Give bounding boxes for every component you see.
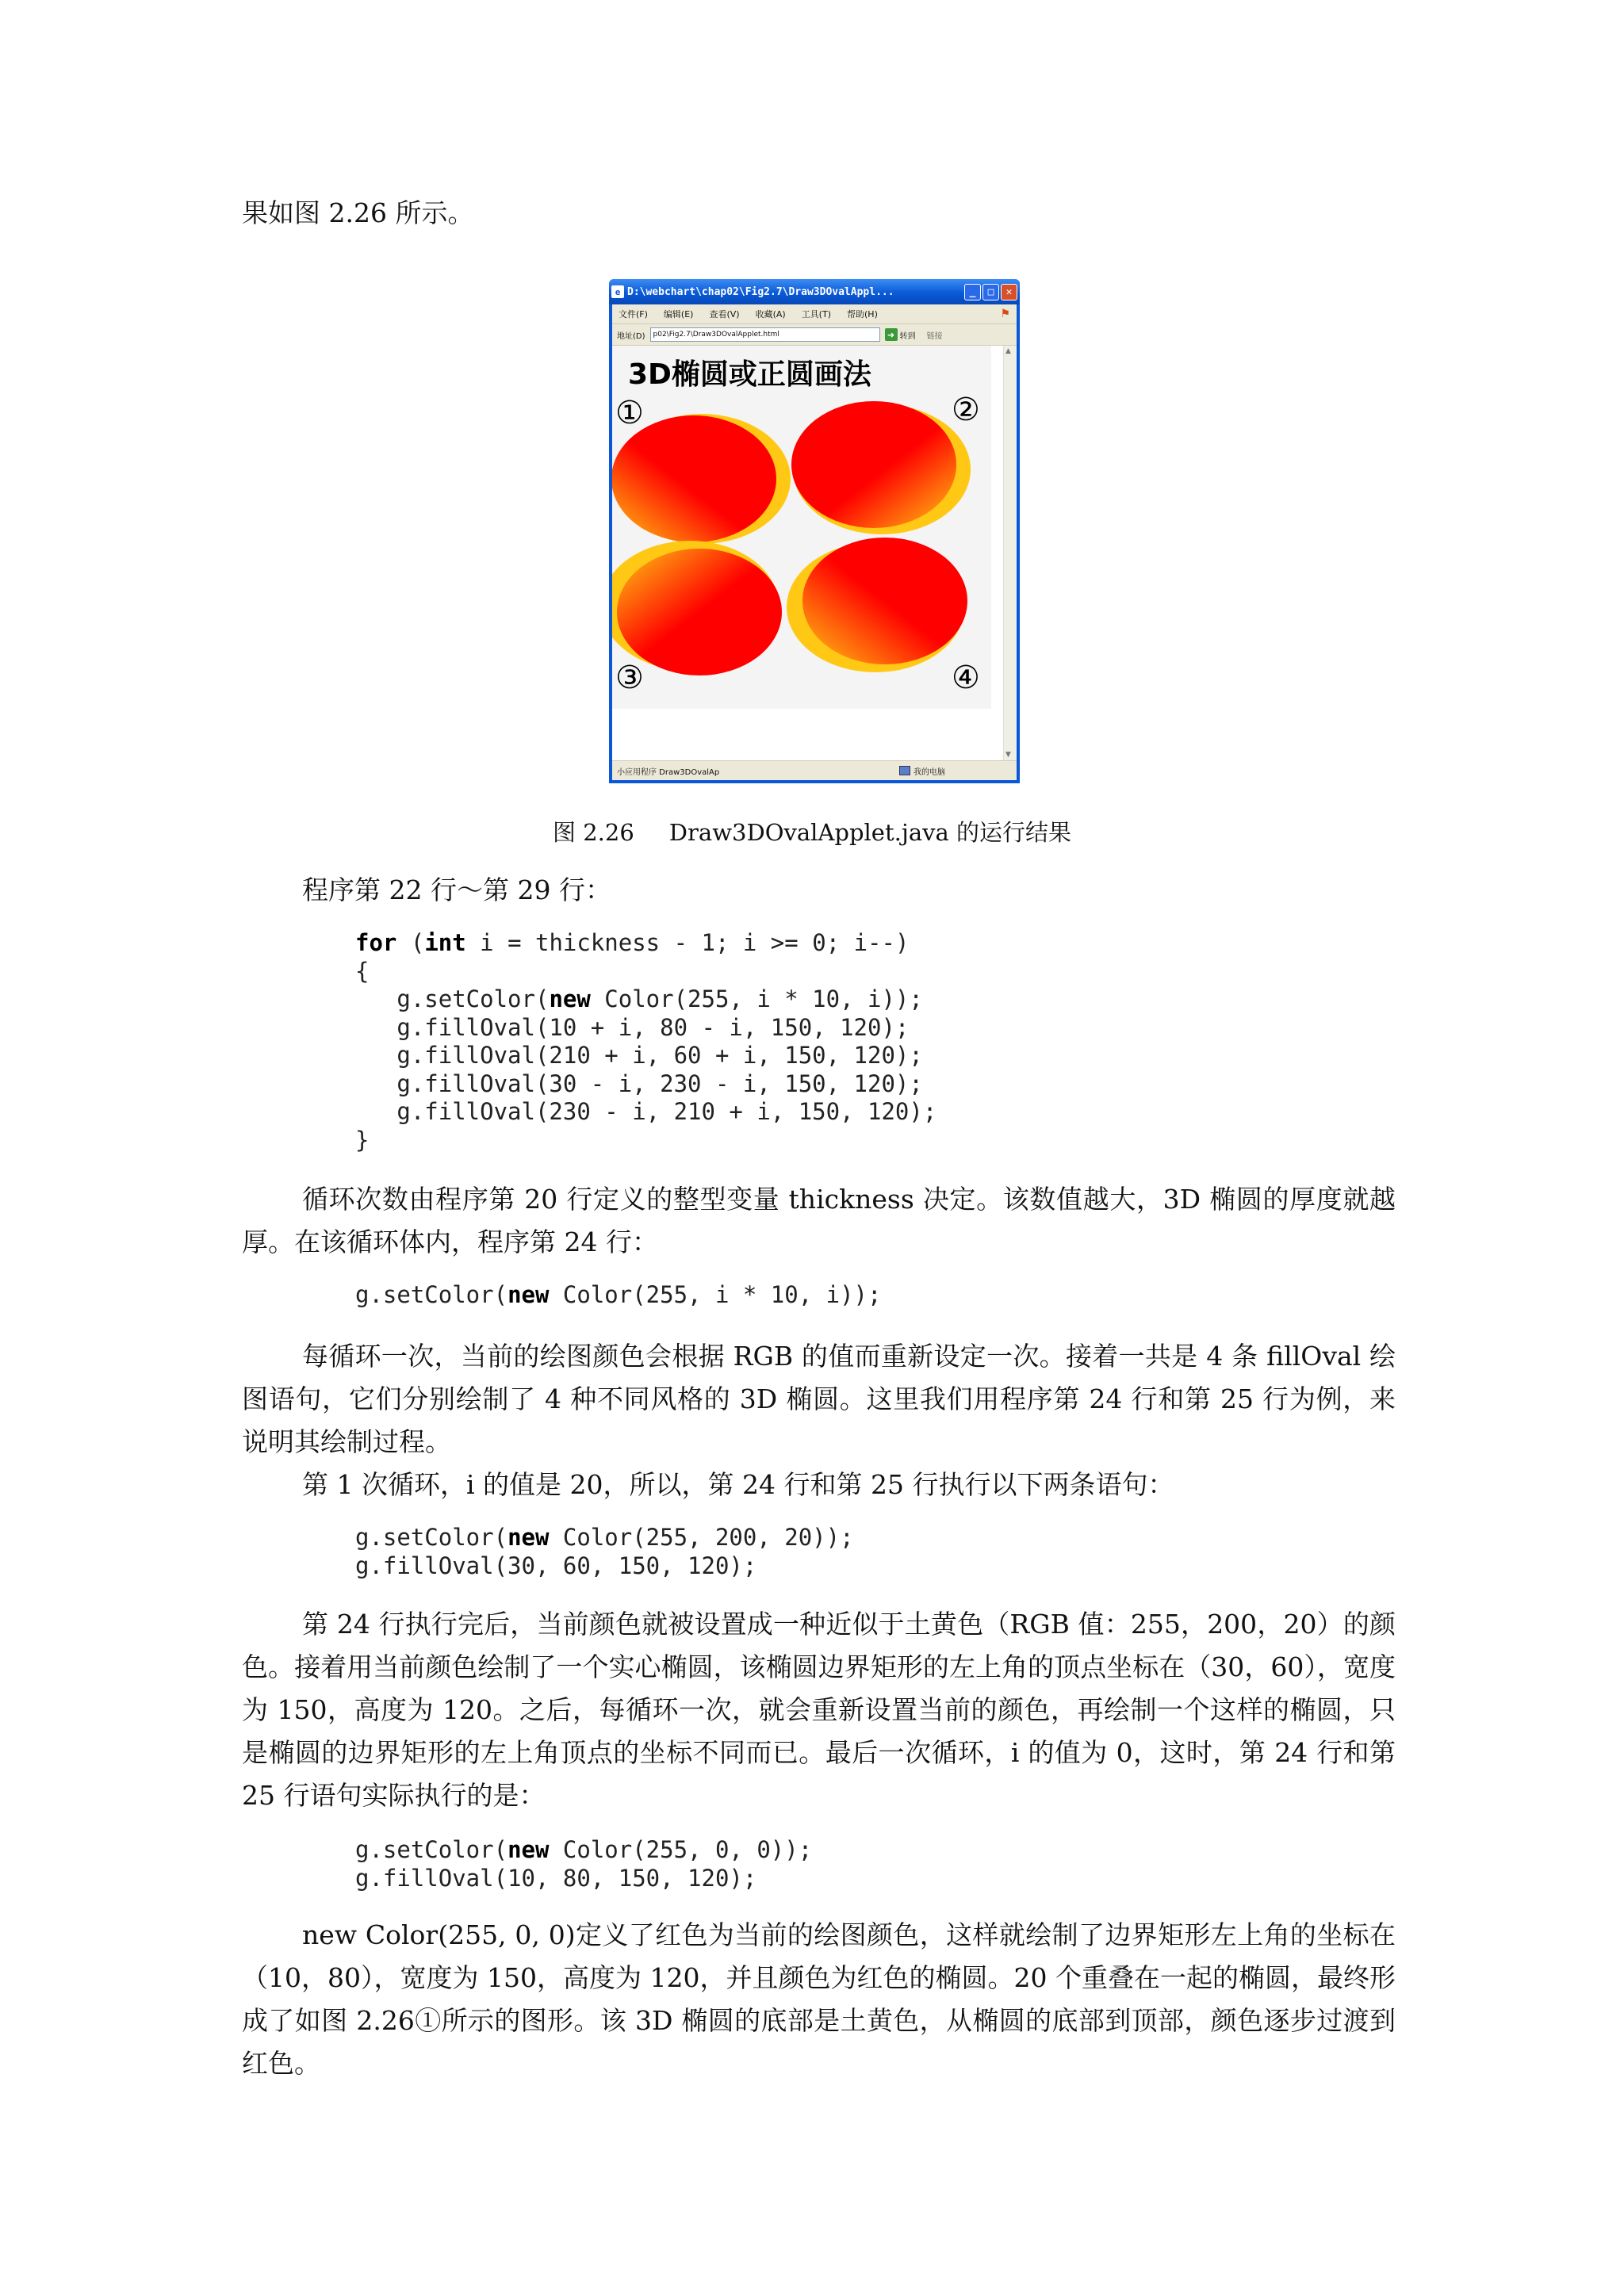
vertical-scrollbar[interactable]: [1003, 346, 1017, 760]
menu-edit[interactable]: 编辑(E): [663, 309, 694, 320]
page-content: [612, 346, 1017, 760]
code-line: [355, 958, 936, 986]
menu-bar: [612, 304, 1017, 324]
applet-title: 3D椭圆或正圆画法: [628, 358, 871, 391]
code-line: [355, 1281, 881, 1310]
code-text: g.fillOval(10, 80, 150, 120);: [355, 1864, 757, 1892]
code-keyword: new: [549, 985, 591, 1012]
code-text: (: [396, 929, 425, 956]
code-keyword: new: [508, 1524, 550, 1551]
paragraph-1: 程序第 22 行～第 29 行：: [302, 874, 611, 905]
marker-4: ④: [952, 660, 980, 696]
ie-icon: e: [611, 285, 624, 298]
code-line: [355, 985, 936, 1014]
status-zone-label: 我的电脑: [914, 767, 945, 777]
applet-drawing: [612, 346, 991, 709]
code-text: }: [355, 1126, 370, 1154]
code-text: g.fillOval(230 - i, 210 + i, 150, 120);: [355, 1098, 937, 1125]
code-text: g.fillOval(10 + i, 80 - i, 150, 120);: [355, 1013, 910, 1041]
code-text: g.fillOval(30, 60, 150, 120);: [355, 1552, 757, 1579]
code-text: g.setColor(: [355, 985, 550, 1012]
menu-file[interactable]: 文件(F): [619, 309, 648, 320]
intro-text: 果如图 2.26 所示。: [242, 197, 474, 228]
code-text: g.fillOval(30 - i, 230 - i, 150, 120);: [355, 1070, 923, 1097]
computer-icon: [899, 766, 910, 775]
code-text: {: [355, 957, 370, 985]
code-text: g.setColor(: [355, 1836, 508, 1863]
code-text: Color(255, i * 10, i));: [590, 985, 923, 1012]
code-keyword: new: [508, 1281, 550, 1308]
address-bar: [612, 324, 1017, 346]
code-line: [355, 1552, 854, 1581]
address-input[interactable]: p02\Fig2.7\Draw3DOvalApplet.html: [650, 327, 880, 342]
title-bar: [609, 279, 1020, 304]
address-label: 地址(D): [617, 331, 645, 341]
code-block-1: [355, 929, 936, 1154]
code-line: [355, 1014, 936, 1043]
code-block-4: [355, 1836, 812, 1892]
code-text: Color(255, 0, 0));: [549, 1836, 813, 1863]
figure-title: Draw3DOvalApplet.java 的运行结果: [668, 819, 1071, 846]
code-line: [355, 929, 936, 958]
code-line: [355, 1042, 936, 1070]
figure-caption: [0, 817, 1624, 848]
paragraph-3: 每循环一次，当前的绘图颜色会根据 RGB 的值而重新设定一次。接着一共是 4 条 fillOval 绘图语句，它们分别绘制了 4 种不同风格的 3D 椭圆。这里我们用程序第 24 行和第 25 行为例，来说明其绘制过程。: [242, 1341, 1396, 1457]
code-line: [355, 1070, 936, 1099]
scroll-down-icon[interactable]: ▼: [1005, 751, 1011, 759]
oval-4: [802, 538, 967, 664]
marker-1: ①: [615, 395, 644, 431]
status-zone: [899, 765, 945, 777]
minimize-button[interactable]: _: [964, 284, 981, 300]
status-text: 小应用程序 Draw3DOvalAp: [617, 767, 720, 777]
code-text: Color(255, 200, 20));: [549, 1524, 854, 1551]
maximize-button[interactable]: □: [982, 284, 999, 300]
browser-window: [609, 279, 1020, 783]
code-text: i = thickness - 1; i >= 0; i--): [465, 929, 910, 956]
code-keyword: int: [424, 929, 466, 956]
oval-2: [791, 401, 956, 528]
code-keyword: for: [355, 929, 397, 956]
code-text: g.fillOval(210 + i, 60 + i, 150, 120);: [355, 1042, 923, 1069]
marker-2: ②: [952, 392, 980, 428]
window-title: D:\webchart\chap02\Fig2.7\Draw3DOvalAppl...: [627, 285, 894, 298]
code-line: [355, 1127, 936, 1155]
code-block-2: [355, 1281, 881, 1310]
paragraph-4: 第 1 次循环，i 的值是 20，所以，第 24 行和第 25 行执行以下两条语句：: [302, 1469, 1174, 1500]
paragraph-5: 第 24 行执行完后，当前颜色就被设置成一种近似于土黄色（RGB 值：255，200，20）的颜色。接着用当前颜色绘制了一个实心椭圆，该椭圆边界矩形的左上角的顶点坐标在（30，60），宽度为 150，高度为 120。之后，每循环一次，就会重新设置当前的颜色，再绘制一个这样的椭圆，只是椭圆的边界矩形的左上角顶点的坐标不同而已。最后一次循环，i 的值为 0，这时，第 24 行和第 25 行语句实际执行的是：: [242, 1609, 1396, 1811]
code-keyword: new: [508, 1836, 550, 1863]
paragraph-2: 循环次数由程序第 20 行定义的整型变量 thickness 决定。该数值越大，3D 椭圆的厚度就越厚。在该循环体内，程序第 24 行：: [242, 1184, 1396, 1257]
marker-3: ③: [615, 660, 644, 696]
oval-1: [612, 415, 776, 542]
code-text: g.setColor(: [355, 1524, 508, 1551]
code-block-3: [355, 1524, 854, 1580]
code-text: g.setColor(: [355, 1281, 508, 1308]
status-bar: [612, 760, 1017, 780]
menu-favorites[interactable]: 收藏(A): [755, 309, 786, 320]
code-line: [355, 1865, 812, 1893]
figure-number: 图 2.26: [553, 819, 634, 846]
links-button[interactable]: 链接: [926, 331, 943, 341]
menu-view[interactable]: 查看(V): [709, 309, 740, 320]
scroll-up-icon[interactable]: ▲: [1005, 347, 1011, 355]
applet-canvas: [612, 346, 1003, 760]
oval-3: [617, 549, 782, 675]
close-button[interactable]: ✕: [1001, 284, 1017, 300]
menu-tools[interactable]: 工具(T): [801, 309, 831, 320]
code-line: [355, 1524, 854, 1552]
menu-help[interactable]: 帮助(H): [847, 309, 878, 320]
go-arrow-icon: ➜: [885, 328, 898, 341]
code-text: Color(255, i * 10, i));: [549, 1281, 882, 1308]
windows-logo-icon: ⚑: [1000, 308, 1010, 320]
go-label: 转到: [899, 331, 916, 341]
code-line: [355, 1098, 936, 1127]
paragraph-6: new Color(255, 0, 0)定义了红色为当前的绘图颜色，这样就绘制了边界矩形左上角的坐标在（10，80），宽度为 150，高度为 120，并且颜色为红色的椭圆。20 个重叠在一起的椭圆，最终形成了如图 2.26①所示的图形。该 3D 椭圆的底部是土黄色，从椭圆的底部到顶部，颜色逐步过渡到红色。: [242, 1919, 1396, 2079]
go-button[interactable]: [885, 328, 916, 341]
code-line: [355, 1836, 812, 1865]
